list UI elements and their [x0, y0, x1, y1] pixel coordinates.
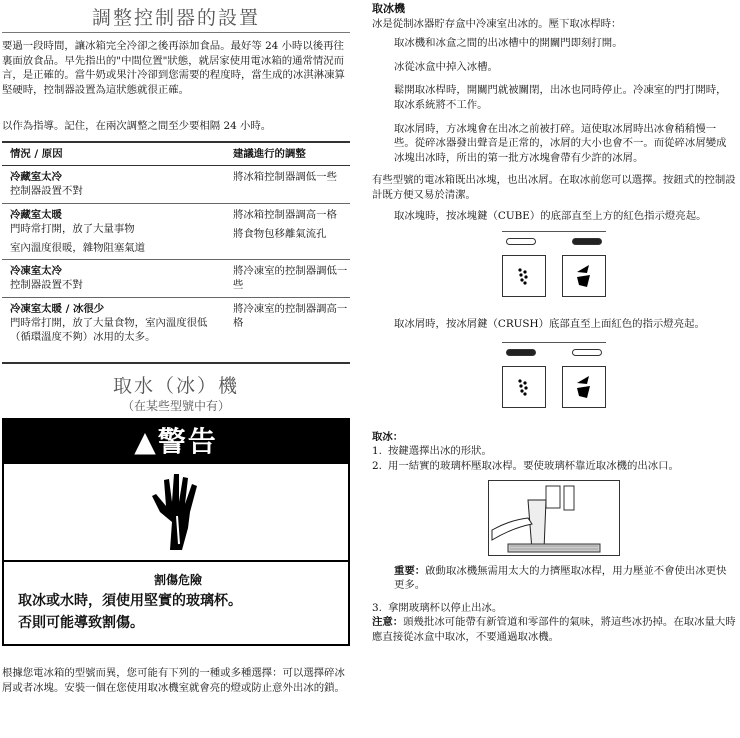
- crush-button[interactable]: [502, 366, 546, 408]
- cube-selected-panel: [502, 231, 606, 297]
- right-column: [372, 0, 736, 644]
- controls-intro: 要過一段時間，讓冰箱完全冷卻之後再添加食品。最好等 24 小時以後再往裏面放食品。早先指出的"中間位置"狀態，就居家使用電冰箱的通常情況而言，是正確的。當牛奶或果汁冷卻到您需要的程度時，當生成的冰淇淋凍算堅硬時，控制器設置為這狀態就很正確。: [2, 40, 345, 96]
- warning-box: [2, 418, 350, 646]
- models-text: 有些型號的電冰箱既出冰塊，也出冰屑。在取冰前您可以選擇。按鈕式的控制設計既方便又易於清潔。: [372, 174, 736, 201]
- row-fix: 將冰箱控制器調高一格: [233, 208, 337, 221]
- controls-note: 以作為指導。記住，在兩次調整之間至少要相隔 24 小時。: [2, 120, 272, 133]
- important-note: 重要：啟動取冰機無需用太大的力擠壓取冰桿，用力壓並不會使出冰更快更多。: [394, 564, 727, 592]
- step-item: 鬆開取冰桿時，開關門就被關閉，出冰也同時停止。冷凍室的門打開時，取冰系統將不工作。: [394, 84, 727, 111]
- cube-indicator-light: [572, 238, 602, 245]
- ice-cube-icon: [573, 374, 595, 400]
- warning-hazard: 割傷危險: [153, 573, 202, 588]
- ice-dispenser-intro: 冰是從制冰器貯存盒中冷凍室出冰的。壓下取冰桿時：: [372, 17, 622, 30]
- crush-instruction: 取冰屑時，按冰屑鍵（CRUSH）底部直至上面紅色的指示燈亮起。: [394, 318, 705, 331]
- ice-note: 注意：頭幾批冰可能帶有新管道和零部件的氣味，將這些冰扔掉。在取冰量大時應直接從冰盒中取冰，不要通過取冰機。: [372, 616, 736, 643]
- crush-selected-panel: [502, 342, 606, 408]
- row-cause: 門時常打開，放了大量事物: [10, 222, 135, 235]
- table-row: [2, 297, 350, 348]
- row-cause: 控制器設置不對: [10, 185, 83, 198]
- ice-cube-icon: [573, 263, 595, 289]
- controls-title: 調整控制器的設置: [91, 7, 260, 29]
- table-row: [2, 203, 350, 260]
- warning-label: 警告: [157, 425, 218, 459]
- table-header-condition: 情況 / 原因: [2, 142, 229, 166]
- dispenser-title: 取水（冰）機: [112, 375, 239, 398]
- crushed-ice-icon: [513, 376, 535, 398]
- crush-indicator-light: [506, 349, 536, 356]
- crush-indicator-light: [506, 238, 536, 245]
- row-condition: 冷凍室太暖 / 冰很少: [10, 302, 105, 315]
- row-condition: 冷凍室太冷: [10, 265, 62, 278]
- row-cause: 室內溫度很暖，雜物阻塞氣道: [10, 241, 146, 254]
- row-fix: 將食物包移離氣流孔: [233, 227, 327, 240]
- step-item: 取冰屑時，方冰塊會在出冰之前被打碎。這使取冰屑時出冰會稍稍慢一些。從碎冰器發出聲音是正常的，冰屑的大小也會不一。而從碎冰屑變成冰塊出冰時，所出的第一批方冰塊會帶有少許的冰屑。: [394, 122, 727, 164]
- table-row: [2, 260, 350, 297]
- row-fix: 將冰箱控制器調低一些: [233, 171, 337, 184]
- warning-triangle-icon: ▲: [134, 425, 158, 459]
- table-row: [2, 166, 350, 203]
- warning-header: [4, 420, 348, 464]
- crush-button[interactable]: [502, 255, 546, 297]
- left-column: [2, 0, 350, 695]
- row-cause: 門時常打開，放了大量食物，室內溫度很低（循環溫度不夠）冰用的太多。: [10, 316, 208, 343]
- warning-line-1: 取冰或水時，須使用堅實的玻璃杯。: [18, 593, 242, 610]
- list-item: 3. 拿開玻璃杯以停止出冰。: [372, 601, 503, 614]
- list-item: 2. 用一結實的玻璃杯壓取冰桿。要使玻璃杯靠近取冰機的出冰口。: [372, 459, 679, 472]
- get-ice-steps-cont: [372, 601, 736, 616]
- cube-instruction: 取冰塊時，按冰塊鍵（CUBE）的底部直至上方的紅色指示燈亮起。: [394, 209, 707, 222]
- cube-button[interactable]: [562, 255, 606, 297]
- dispenser-options: 根據您電冰箱的型號而異，您可能有下列的一種或多種選擇：可以選擇碎冰屑或者冰塊。安裝一個在您使用取冰機室就會亮的燈或防止意外出冰的鎖。: [2, 667, 345, 694]
- dispenser-subtitle: （在某些型號中有）: [121, 399, 230, 414]
- get-ice-steps: [372, 444, 736, 473]
- cut-hand-icon: [148, 472, 204, 550]
- row-condition: 冷藏室太冷: [10, 171, 62, 184]
- row-cause: 控制器設置不對: [10, 279, 83, 292]
- row-condition: 冷藏室太暖: [10, 208, 62, 221]
- warning-line-2: 否則可能導致割傷。: [18, 615, 144, 632]
- adjustment-table: [2, 141, 350, 348]
- step-item: 冰從冰盒中掉入冰槽。: [394, 60, 498, 73]
- row-fix: 將冷凍室的控制器調低一些: [233, 265, 348, 292]
- cube-indicator-light: [572, 349, 602, 356]
- crushed-ice-icon: [513, 265, 535, 287]
- dispenser-glass-illustration: [488, 480, 620, 556]
- list-item: 1. 按鍵選擇出冰的形狀。: [372, 445, 492, 458]
- cube-button[interactable]: [562, 366, 606, 408]
- row-fix: 將冷凍室的控制器調高一格: [233, 302, 348, 329]
- get-ice-heading: 取冰：: [372, 430, 404, 443]
- table-header-adjustment: 建議進行的調整: [229, 142, 350, 166]
- ice-dispenser-title: 取冰機: [372, 2, 405, 15]
- warning-pictogram: [4, 464, 348, 562]
- step-item: 取冰機和冰盒之間的出冰槽中的開關門即刻打開。: [394, 37, 623, 50]
